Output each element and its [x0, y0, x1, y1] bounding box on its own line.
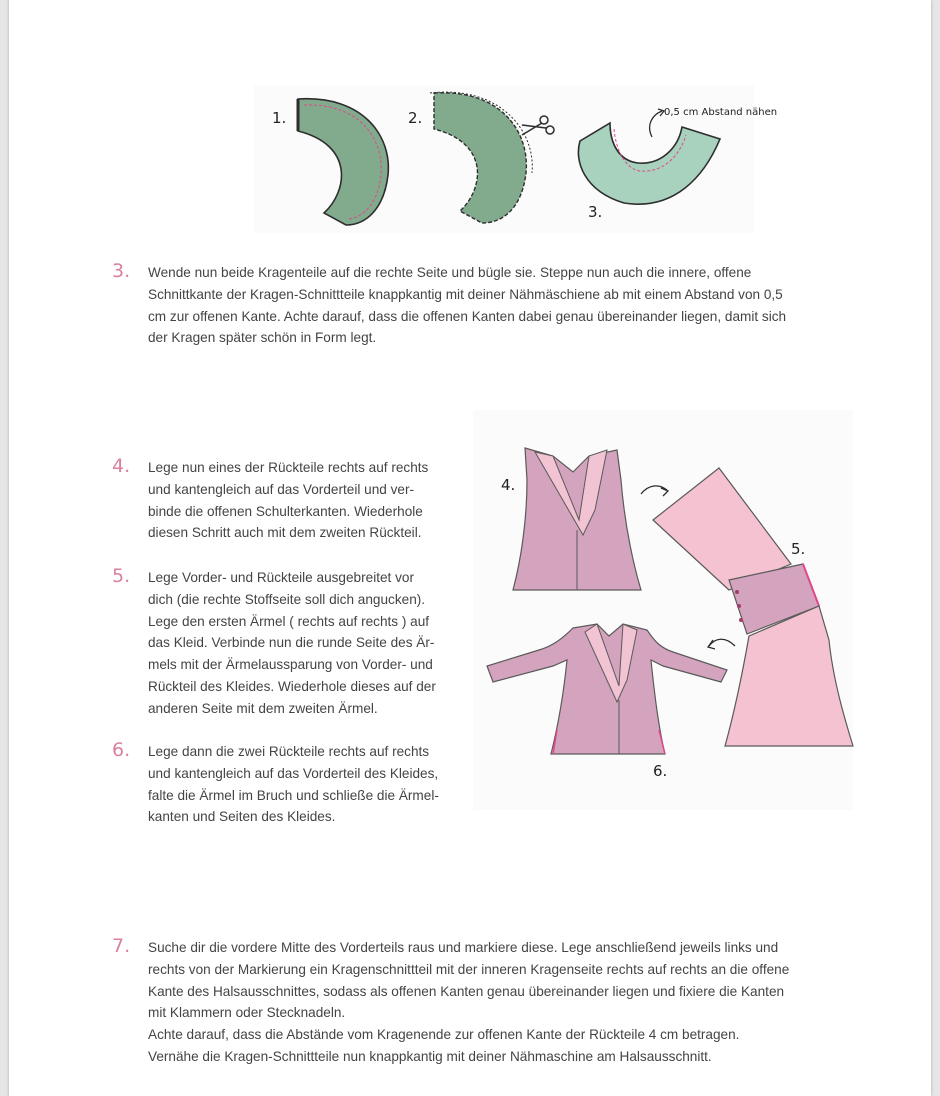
- step-number-7: 7.: [112, 935, 131, 957]
- figure-label-4: 4.: [501, 476, 516, 494]
- step-text-6: Lege dann die zwei Rückteile rechts auf rechts und kantengleich auf das Vorderteil des Kleides, falte die Ärmel im Bruch und schließe die Ärmel- kanten und Seiten des Kleides.: [148, 744, 439, 825]
- figure-label-3: 3.: [588, 203, 603, 221]
- document-page: [9, 0, 931, 1096]
- step-number-5: 5.: [112, 565, 131, 587]
- step-number-3: 3.: [112, 260, 131, 282]
- figure-label-1: 1.: [272, 109, 287, 127]
- figure-label-2: 2.: [408, 109, 423, 127]
- figure-label-5: 5.: [791, 540, 806, 558]
- figure-note: 0,5 cm Abstand nähen: [664, 107, 778, 118]
- step-text-7: Suche dir die vordere Mitte des Vorderteils raus und markiere diese. Lege anschließend jeweils links und rechts von der Markierung ein Kragenschnittteil mit der inneren Kragenseite rechts auf rechts an die offene Kante des Halsausschnittes, sodass als offenen Kanten genau übereinander liegen und fixiere die Kanten mit Klammern oder Stecknadeln. Achte darauf, dass die Abstände vom Kragenende zur offenen Kante der Rückteile 4 cm betragen. Vernähe die Kragen-Schnittteile nun knappkantig mit deiner Nähmaschine am Halsausschnitt.: [148, 940, 790, 1064]
- figure-label-6: 6.: [653, 762, 668, 780]
- step-number-4: 4.: [112, 455, 131, 477]
- collar-steps-figure: [254, 85, 778, 233]
- step-text-3: Wende nun beide Kragenteile auf die rechte Seite und bügle sie. Steppe nun auch die innere, offene Schnittkante der Kragen-Schnittteile knappkantig mit deiner Nähmäschiene ab mit einem Abstand von 0,5 cm zur offenen Kante. Achte darauf, dass die offenen Kanten dabei genau übereinander liegen, damit sich der Kragen später schön in Form legt.: [148, 265, 787, 346]
- step-number-6: 6.: [112, 739, 131, 761]
- step-text-5: Lege Vorder- und Rückteile ausgebreitet vor dich (die rechte Stoffseite soll dich angucken). Lege den ersten Ärmel ( rechts auf rechts ) auf das Kleid. Verbinde nun die runde Seite des Är- mels mit der Ärmelaussparung von Vorder- und Rückteil des Kleides. Wiederhole dieses auf der anderen Seite mit dem zweiten Ärmel.: [148, 570, 436, 716]
- dress-steps-figure: [473, 410, 853, 810]
- step-text-4: Lege nun eines der Rückteile rechts auf rechts und kantengleich auf das Vorderteil und ver- binde die offenen Schulterkanten. Wiederhole diesen Schritt auch mit dem zweiten Rückteil.: [148, 460, 429, 541]
